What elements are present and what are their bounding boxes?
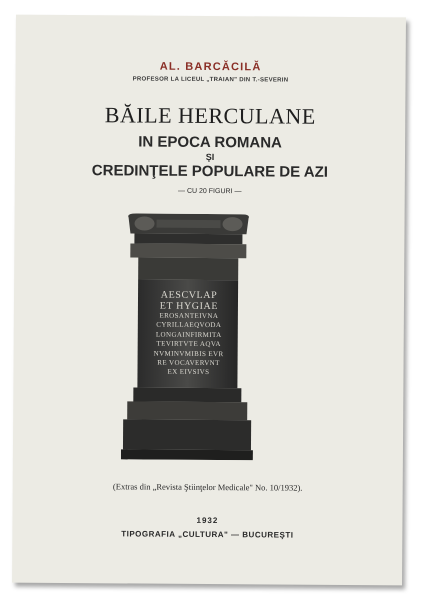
subtitle-conjunction: ŞI xyxy=(205,151,215,163)
book-title: BĂILE HERCULANE xyxy=(104,102,316,129)
figures-note: — CU 20 FIGURI — xyxy=(178,187,242,196)
inscription-line: LONGAINFIRMITA xyxy=(155,330,222,339)
subtitle-line-1: IN EPOCA ROMANA xyxy=(138,133,282,152)
extract-note: (Extras din „Revista Ştiinţelor Medicale" No. 10/1932). xyxy=(112,481,303,493)
altar-inscription xyxy=(143,290,234,387)
inscription-line: EROSANTEIVNA xyxy=(159,311,219,321)
subtitle-line-2: CREDINŢELE POPULARE DE AZI xyxy=(91,162,329,181)
roman-altar-photo xyxy=(121,213,255,460)
inscription-line: EX EIVSIVS xyxy=(167,368,210,377)
author-title: PROFESOR LA LICEUL „TRAIAN" DIN T.-SEVERIN xyxy=(132,76,289,84)
inscription-line: ET HYGIAE xyxy=(159,300,219,313)
inscription-line: AESCVLAP xyxy=(160,289,218,302)
inscription-line: RE VOCAVERVNT xyxy=(157,358,220,368)
inscription-line: TEVIRTVTE AQVA xyxy=(156,339,221,349)
book-cover xyxy=(12,15,406,586)
author-name: AL. BARCĂCILĂ xyxy=(159,60,262,74)
inscription-line: CYRILLAEQVODA xyxy=(156,321,222,330)
publication-year: 1932 xyxy=(196,515,219,526)
inscription-line: NVMINVMIBIS EVR xyxy=(153,349,224,358)
printer-imprint: TIPOGRAFIA „CULTURA" — BUCUREŞTI xyxy=(121,529,294,540)
